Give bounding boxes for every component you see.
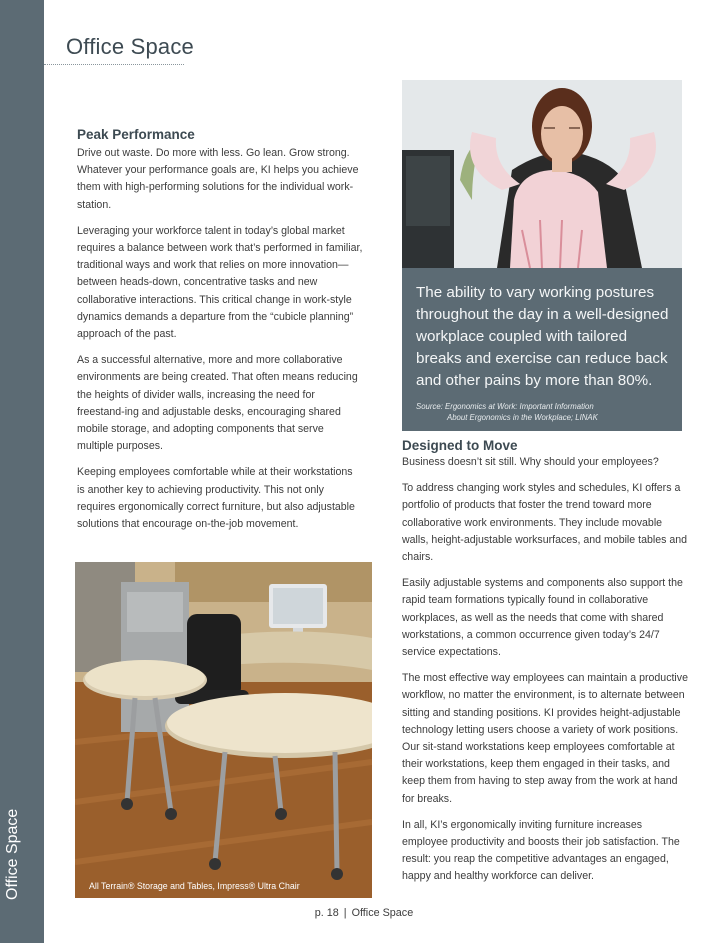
quote-source bbox=[416, 401, 670, 423]
section-heading-designed-to-move: Designed to Move bbox=[402, 438, 518, 453]
body-paragraph: Easily adjustable systems and components also support the rapid team formations typically found in collaborative workplaces, as well as the needs that come with shared workstations, a common occurrence given today’s 24/7 service expectations. bbox=[402, 577, 683, 659]
body-paragraph: The most effective way employees can maintain a productive workflow, no matter the environment, is to alternate between sitting and standing positions. KI provides height-adjustable technology letting users choose a variety of work positions. Our sit-stand workstations keep employees comfortable at their workstations, keep them engaged in their tasks, and keep them from having to step away from the work at hand for breaks. bbox=[402, 672, 688, 805]
body-paragraph: Drive out waste. Do more with less. Go lean. Grow strong. Whatever your performance goals are, KI helps you achieve them with high-performing solutions for the individual work-station. bbox=[77, 147, 359, 211]
body-paragraph: To address changing work styles and schedules, KI offers a portfolio of products that foster the trend toward more collaborative work environments. They include movable walls, height-adjustable worksurfaces, and mobile tables and chairs. bbox=[402, 482, 688, 564]
page-footer bbox=[0, 907, 728, 919]
quote-source-line: Source: Ergonomics at Work: Important Information bbox=[416, 402, 594, 411]
photo-office-furniture bbox=[75, 562, 372, 898]
photo-woman-illustration bbox=[402, 80, 682, 268]
photo-woman-stretching bbox=[402, 80, 682, 268]
section-heading-peak-performance: Peak Performance bbox=[77, 127, 195, 142]
pull-quote-box bbox=[402, 268, 682, 431]
body-paragraph: In all, KI’s ergonomically inviting furniture increases employee productivity and boosts their job satisfaction. The result: you reap the competitive advantages an engaged, happy and healthy workforce can deliver. bbox=[402, 818, 680, 883]
photo-office-illustration bbox=[75, 562, 372, 898]
footer-separator: | bbox=[343, 907, 347, 919]
body-paragraph: Business doesn’t sit still. Why should your employees? bbox=[402, 456, 659, 468]
sidebar-section-label: Office Space bbox=[4, 808, 21, 900]
pull-quote-text: The ability to vary working postures throughout the day in a well-designed workplace coupled with tailored breaks and exercise can reduce back and other pains by more than 80%. bbox=[416, 284, 669, 389]
body-paragraph: As a successful alternative, more and more collaborative environments are being created. That often means reducing the heights of divider walls, increasing the need for freestand-ing and adjustable desks, encouraging shared mobile storage, and adopting components that serve multiple purposes. bbox=[77, 354, 358, 453]
right-column bbox=[402, 437, 688, 895]
photo-caption: All Terrain® Storage and Tables, Impress® Ultra Chair bbox=[89, 881, 300, 891]
body-paragraph: Keeping employees comfortable while at their workstations is another key to achieving productivity. This not only requires ergonomically correct furniture, but also adjustable solutions that encourage on-the-job movement. bbox=[77, 466, 355, 531]
quote-source-line: About Ergonomics in the Workplace; LINAK bbox=[447, 413, 598, 422]
title-divider bbox=[44, 64, 184, 65]
page-number: p. 18 bbox=[314, 907, 339, 919]
footer-section: Office Space bbox=[351, 907, 414, 919]
body-paragraph: Leveraging your workforce talent in today’s global market requires a balance between work that’s performed in familiar, traditional ways and work that relies on more innovation—between heads-down, concentrative tasks and new collaborative interactions. This critical change in work-style dynamics demands a departure from the “cubicle planning” approach of the past. bbox=[77, 224, 363, 341]
page-title: Office Space bbox=[66, 34, 194, 59]
left-column bbox=[77, 126, 363, 542]
sidebar-band bbox=[0, 0, 44, 943]
